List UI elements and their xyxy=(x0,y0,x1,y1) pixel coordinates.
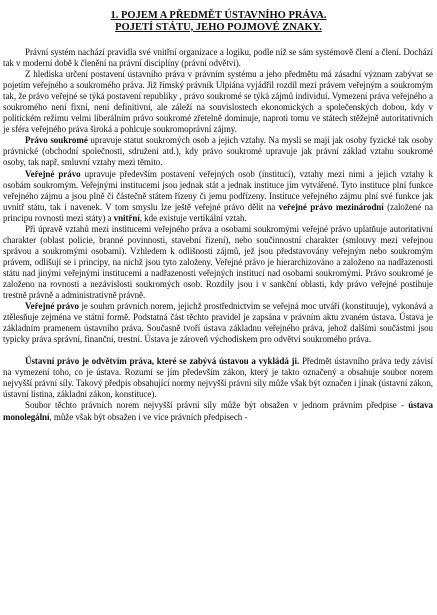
paragraph-text: upravuje především postavení veřejných osob (institucí), vztahy mezi nimi a jejich vztahy k osobám soukromým. Veřejnými institucemi jsou jednak stát a jednak instituce jím vytvářené. Tyto instituce plní funkce veřejného zájmu a jsou plně či částečně státem řízeny či jemu podřízeny. Instituce veřejného zájmu plní své funkce jak uvnitř státu, tak i navenek. V tom smyslu lze ještě veřejné právo dělit na xyxy=(3,168,433,212)
paragraph-text: , může však být obsažen i ve více právních předpisech - xyxy=(49,411,248,422)
bold-term: ústava monolegální xyxy=(3,400,433,422)
paragraph-text: , kde existuje vertikální vztah. xyxy=(139,212,247,223)
paragraph-text: upravuje statut soukromých osob a jejich vztahy. Na mysli se mají jak osoby fyzické tak osoby právnické (obchodní společnosti, sdružení atd.), kdy právo soukromé upravuje jak právní základ vztahu soukromé osoby, tak např. smluvní vztahy mezi těmito. xyxy=(3,135,433,168)
paragraph-text: je souhrn právních norem, jejichž prostřednictvím se veřejná moc utváří (konstituuje), vykonává a ztělesňuje zejména ve státní formě. Podstatná část těchto pravidel je zapsána v právním aktu zvaném ústava. Ústava je základním pramenem ústavního práva. Současně tvoří ústava základnu veřejného práva, jehož dalšími součástmi jsou typicky práva správní, finanční, trestní. Ústava je zároveň východiskem pro odvětví soukromého práva. xyxy=(3,301,433,345)
bold-term: veřejné právo mezinárodní xyxy=(278,201,384,212)
paragraph-p2 xyxy=(3,69,433,135)
paragraph-p3 xyxy=(3,135,433,168)
paragraph-p4 xyxy=(3,169,433,224)
paragraph-text: (založené na principu rovnosti mezi státy) a xyxy=(3,201,433,223)
paragraph-p5 xyxy=(3,224,433,301)
paragraph-p6 xyxy=(3,301,433,345)
paragraph-p1 xyxy=(3,47,433,69)
document-body xyxy=(0,47,437,423)
bold-term: Veřejné právo xyxy=(25,168,81,179)
document-heading-line-1: 1. POJEM A PŘEDMĚT ÚSTAVNÍHO PRÁVA. xyxy=(110,10,327,21)
paragraph-text: Z hlediska určení postavení ústavního práva v právním systému a jeho předmětu má zásadní význam zabývat se pojetím veřejného a soukromého práva. Již římský právník Ulpiána vyjádřil rozdíl mezi právem veřejným a soukromým tak, že právo veřejné se týká postavení republiky , právo soukromé se týká zájmů individuí. Vymezení práva veřejného a soukromého není fixní, není definitivní, ale záleží na souvislostech ekonomických a společenských dobou, kdy v politickém režimu velmi liberálním právo soukromé zřetelně dominuje, naproti tomu ve státech stěžejně autoritativních je sféra veřejného práva široká a pohlcuje soukromoprávní zájmy. xyxy=(3,69,433,135)
document-heading-line-2: POJETÍ STÁTU, JEHO POJMOVÉ ZNAKY. xyxy=(115,21,322,33)
bold-term: vnitřní xyxy=(113,212,140,223)
paragraph-p8 xyxy=(3,400,433,422)
paragraph-p7 xyxy=(3,356,433,400)
paragraph-text: Právní systém nachází pravidla své vnitřní organizace a logiku, podle níž se sám systémově člení a člení. Dochází tak v moderní době k členění na právní disciplíny (právní odvětví). xyxy=(3,47,433,69)
paragraph-text: Při úpravě vztahů mezi institucemi veřejného práva a osobami soukromými veřejné právo uplatňuje autoritativní charakter (oblast policie, branné povinnosti, stavební řízení), nebo součinnostní charakter (smlouvy mezi veřejnou správou a soukromými osobami). Vzhledem k odlišnosti zájmů, jež jsou představovány veřejným nebo soukromým právem, odlišují se i principy, na nichž jsou tyto založeny. Veřejné právo je hierarchizováno a založeno na nadřazenosti státu nad jinými veřejnými institucemi a nadřazenosti veřejných institucí nad osobami soukromými. Právo soukromé je založeno na rovnosti a nezávislosti soukromých osob. Rozdíly jsou i v sankční oblasti, kdy právo veřejné postihuje trestně právně a administrativně právně. xyxy=(3,223,433,301)
paragraph-text: Předmět ústavního práva tedy závisí na vymezení toho, co je ústava. Rozumí se jím především zákon, který je takto označený a obsahuje soubor norem nejvyšší právní síly. Takový předpis obsahující normy nejvyšší právní síly může však být označen i jinak (ústavní zákon, ústavní listina, základní zákon, konstituce). xyxy=(3,356,434,400)
bold-term: Veřejné právo xyxy=(25,301,80,312)
bold-term: Ústavní právo je odvětvím práva, které se zabývá ústavou a vykládá ji. xyxy=(25,356,300,367)
paragraph-text: Soubor těchto právních norem nejvyšší právní síly může být obsažen v jednom právním předpise - xyxy=(25,400,409,411)
bold-term: Právo soukromé xyxy=(25,135,88,146)
